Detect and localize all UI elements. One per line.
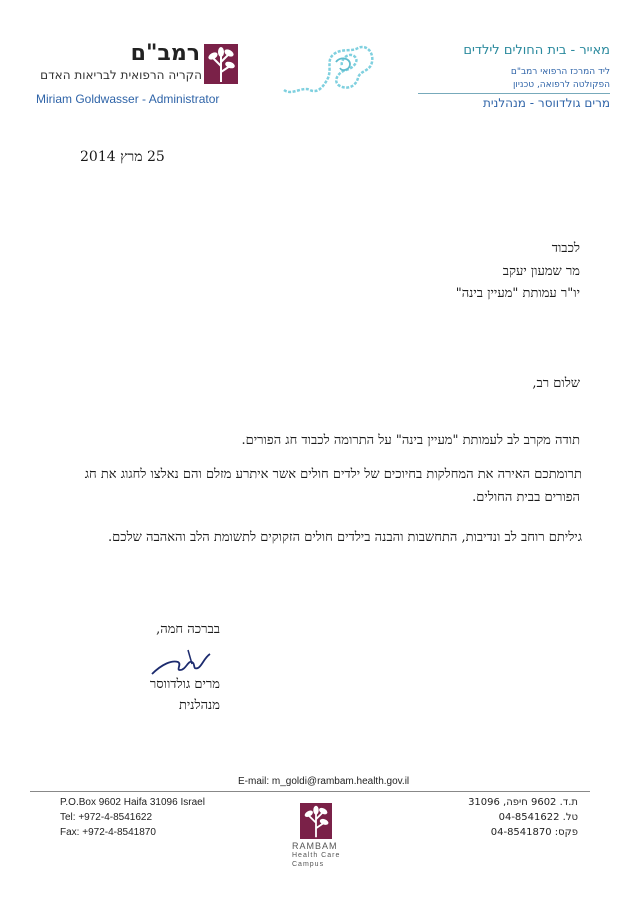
admin-name-english: Miriam Goldwasser - Administrator [36,92,220,106]
letter-date: 25 מרץ 2014 [80,149,165,165]
meyer-subtitle-1: ליד המרכז הרפואי רמב"ם [510,67,610,77]
meyer-title: מאייר - בית החולים לילדים [463,43,610,58]
admin-name-hebrew: מרים גולדווסר - מנהלנית [482,96,610,110]
signer-role: מנהלנית [178,698,220,713]
recipient-line-1: לכבוד [551,241,580,256]
handwritten-signature [148,640,218,680]
paragraph-donation-line-1: תרומתכם האירה את המחלקות בחיוכים של ילדים חולים אשר איתרע מזלם והם נאלצו לחגוג את חג [84,467,582,482]
footer-fax-en: Fax: +972-4-8541870 [60,827,156,838]
paragraph-generosity: גיליתם רוחב לב ונדיבות, התחשבות והבנה בילדים חולים הזקוקים לתשומת הלב והאהבה שלכם. [107,530,582,545]
footer-tel-en: Tel: +972-4-8541622 [60,812,153,823]
paragraph-donation-line-2: הפורים בבית החולים. [472,490,580,505]
footer-tree-icon [300,803,332,839]
footer-logo-line-3: Campus [292,861,325,868]
paragraph-thanks: תודה מקרב לב לעמותת "מעיין בינה" על התרומה לכבוד חג הפורים. [241,433,580,448]
footer-divider [30,791,590,792]
greeting: שלום רב, [532,376,580,391]
meyer-subtitle-2: הפקולטה לרפואה, טכניון [512,80,610,90]
recipient-line-2: מר שמעון יעקב [502,264,580,279]
footer-email: E-mail: m_goldi@rambam.health.gov.il [238,776,410,787]
footer-logo-line-1: RAMBAM [292,841,338,851]
tree-icon [204,44,238,84]
closing-blessing: בברכה חמה, [156,622,220,637]
recipient-line-3: יו"ר עמותת "מעיין בינה" [455,286,580,301]
rambam-subtitle: הקריה הרפואית לבריאות האדם [40,68,202,82]
signer-name: מרים גולדווסר [149,677,220,692]
rambam-title: רמב"ם [130,41,200,66]
footer-address-en: P.O.Box 9602 Haifa 31096 Israel [60,797,205,808]
rambam-logo [204,44,238,84]
footer-rambam-logo [300,803,332,839]
header-divider [418,93,610,94]
footer-address-he: ת.ד. 9602 חיפה, 31096 [468,797,578,808]
footer-tel-he: טל. 04-8541622 [498,812,578,823]
footer-fax-he: פקס: 04-8541870 [490,827,578,838]
footer-logo-line-2: Health Care [292,852,341,859]
decorative-swirl-icon [280,42,380,100]
footer-logo-text [292,842,352,869]
